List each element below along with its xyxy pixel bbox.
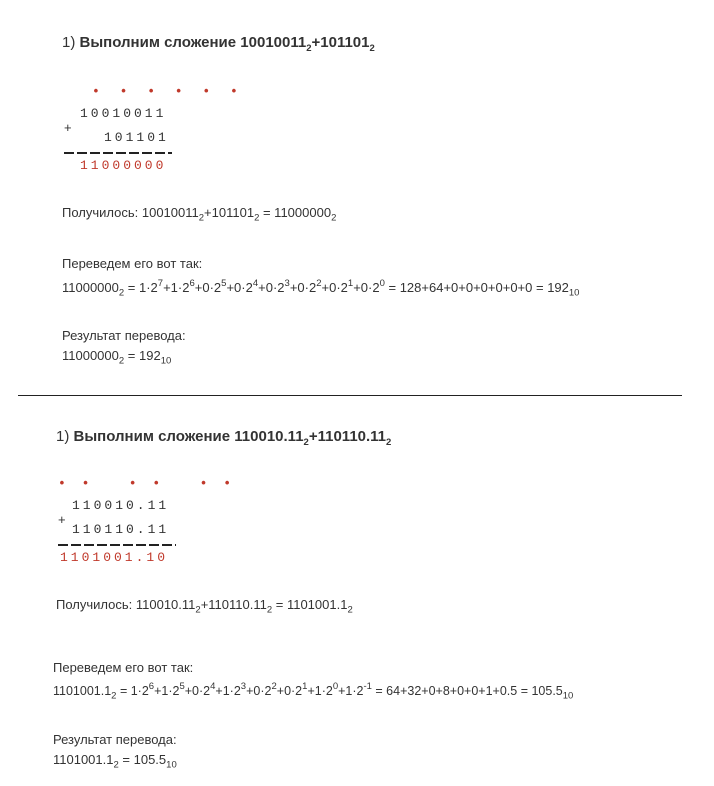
example2-heading: 1) Выполним сложение $110010.11_2+110110.11_2$	[56, 428, 392, 448]
example1-conversion-formula: $11000000_2 = 1\cdot 2^7+1\cdot 2^6+0\cdot 2^5+0\cdot 2^4+0\cdot 2^3+0\cdot 2^2+0\cdot 2^1+0\cdot 2^0 = 128+64+0+0+0+0+0+0 = 192_{10}$	[62, 277, 580, 299]
example1-result-value: $11000000_2 = 192_{10}$	[62, 348, 172, 367]
example2-sum-result: 1101001.10	[60, 550, 169, 565]
example2-addend-2: 110110.11	[72, 522, 170, 537]
example1-got-line: Получилось: $10010011_2+101101_2 = 11000000_2$	[62, 205, 337, 224]
example1-addend-1: 10010011	[80, 106, 167, 121]
example1-convert-label: Переведем его вот так:	[62, 256, 203, 271]
example1-sum-line	[64, 152, 172, 154]
example1-heading: 1) Выполним сложение $10010011_2+101101_2$	[62, 34, 375, 54]
example1-result-label: Результат перевода:	[62, 328, 186, 343]
example1-plus-sign: +	[64, 120, 72, 135]
example2-result-label: Результат перевода:	[53, 732, 177, 747]
section-divider	[18, 395, 682, 396]
example1-sum-result: 11000000	[80, 158, 167, 173]
example2-addend-1: 110010.11	[72, 498, 170, 513]
example2-conversion-formula: $1101001.1_2 = 1\cdot 2^6+1\cdot 2^5+0\cdot 2^4+1\cdot 2^3+0\cdot 2^2+0\cdot 2^1+1\cdot 2^0+1\cdot 2^{-1} = 64+32+0+8+0+0+1+0.5 = 105.5_{10}$	[53, 680, 574, 702]
example2-sum-line	[58, 544, 176, 546]
example2-got-line: Получилось: $110010.11_2+110110.11_2 = 1101001.1_2$	[56, 597, 353, 616]
example2-result-value: $1101001.1_2 = 105.5_{10}$	[53, 752, 177, 771]
example1-carry-dots: • • • • • •	[92, 84, 244, 99]
example2-convert-label: Переведем его вот так:	[53, 660, 194, 675]
example2-plus-sign: +	[58, 512, 66, 527]
example1-addend-2: 101101	[104, 130, 169, 145]
example2-carry-dots: • • • • • •	[58, 476, 236, 491]
